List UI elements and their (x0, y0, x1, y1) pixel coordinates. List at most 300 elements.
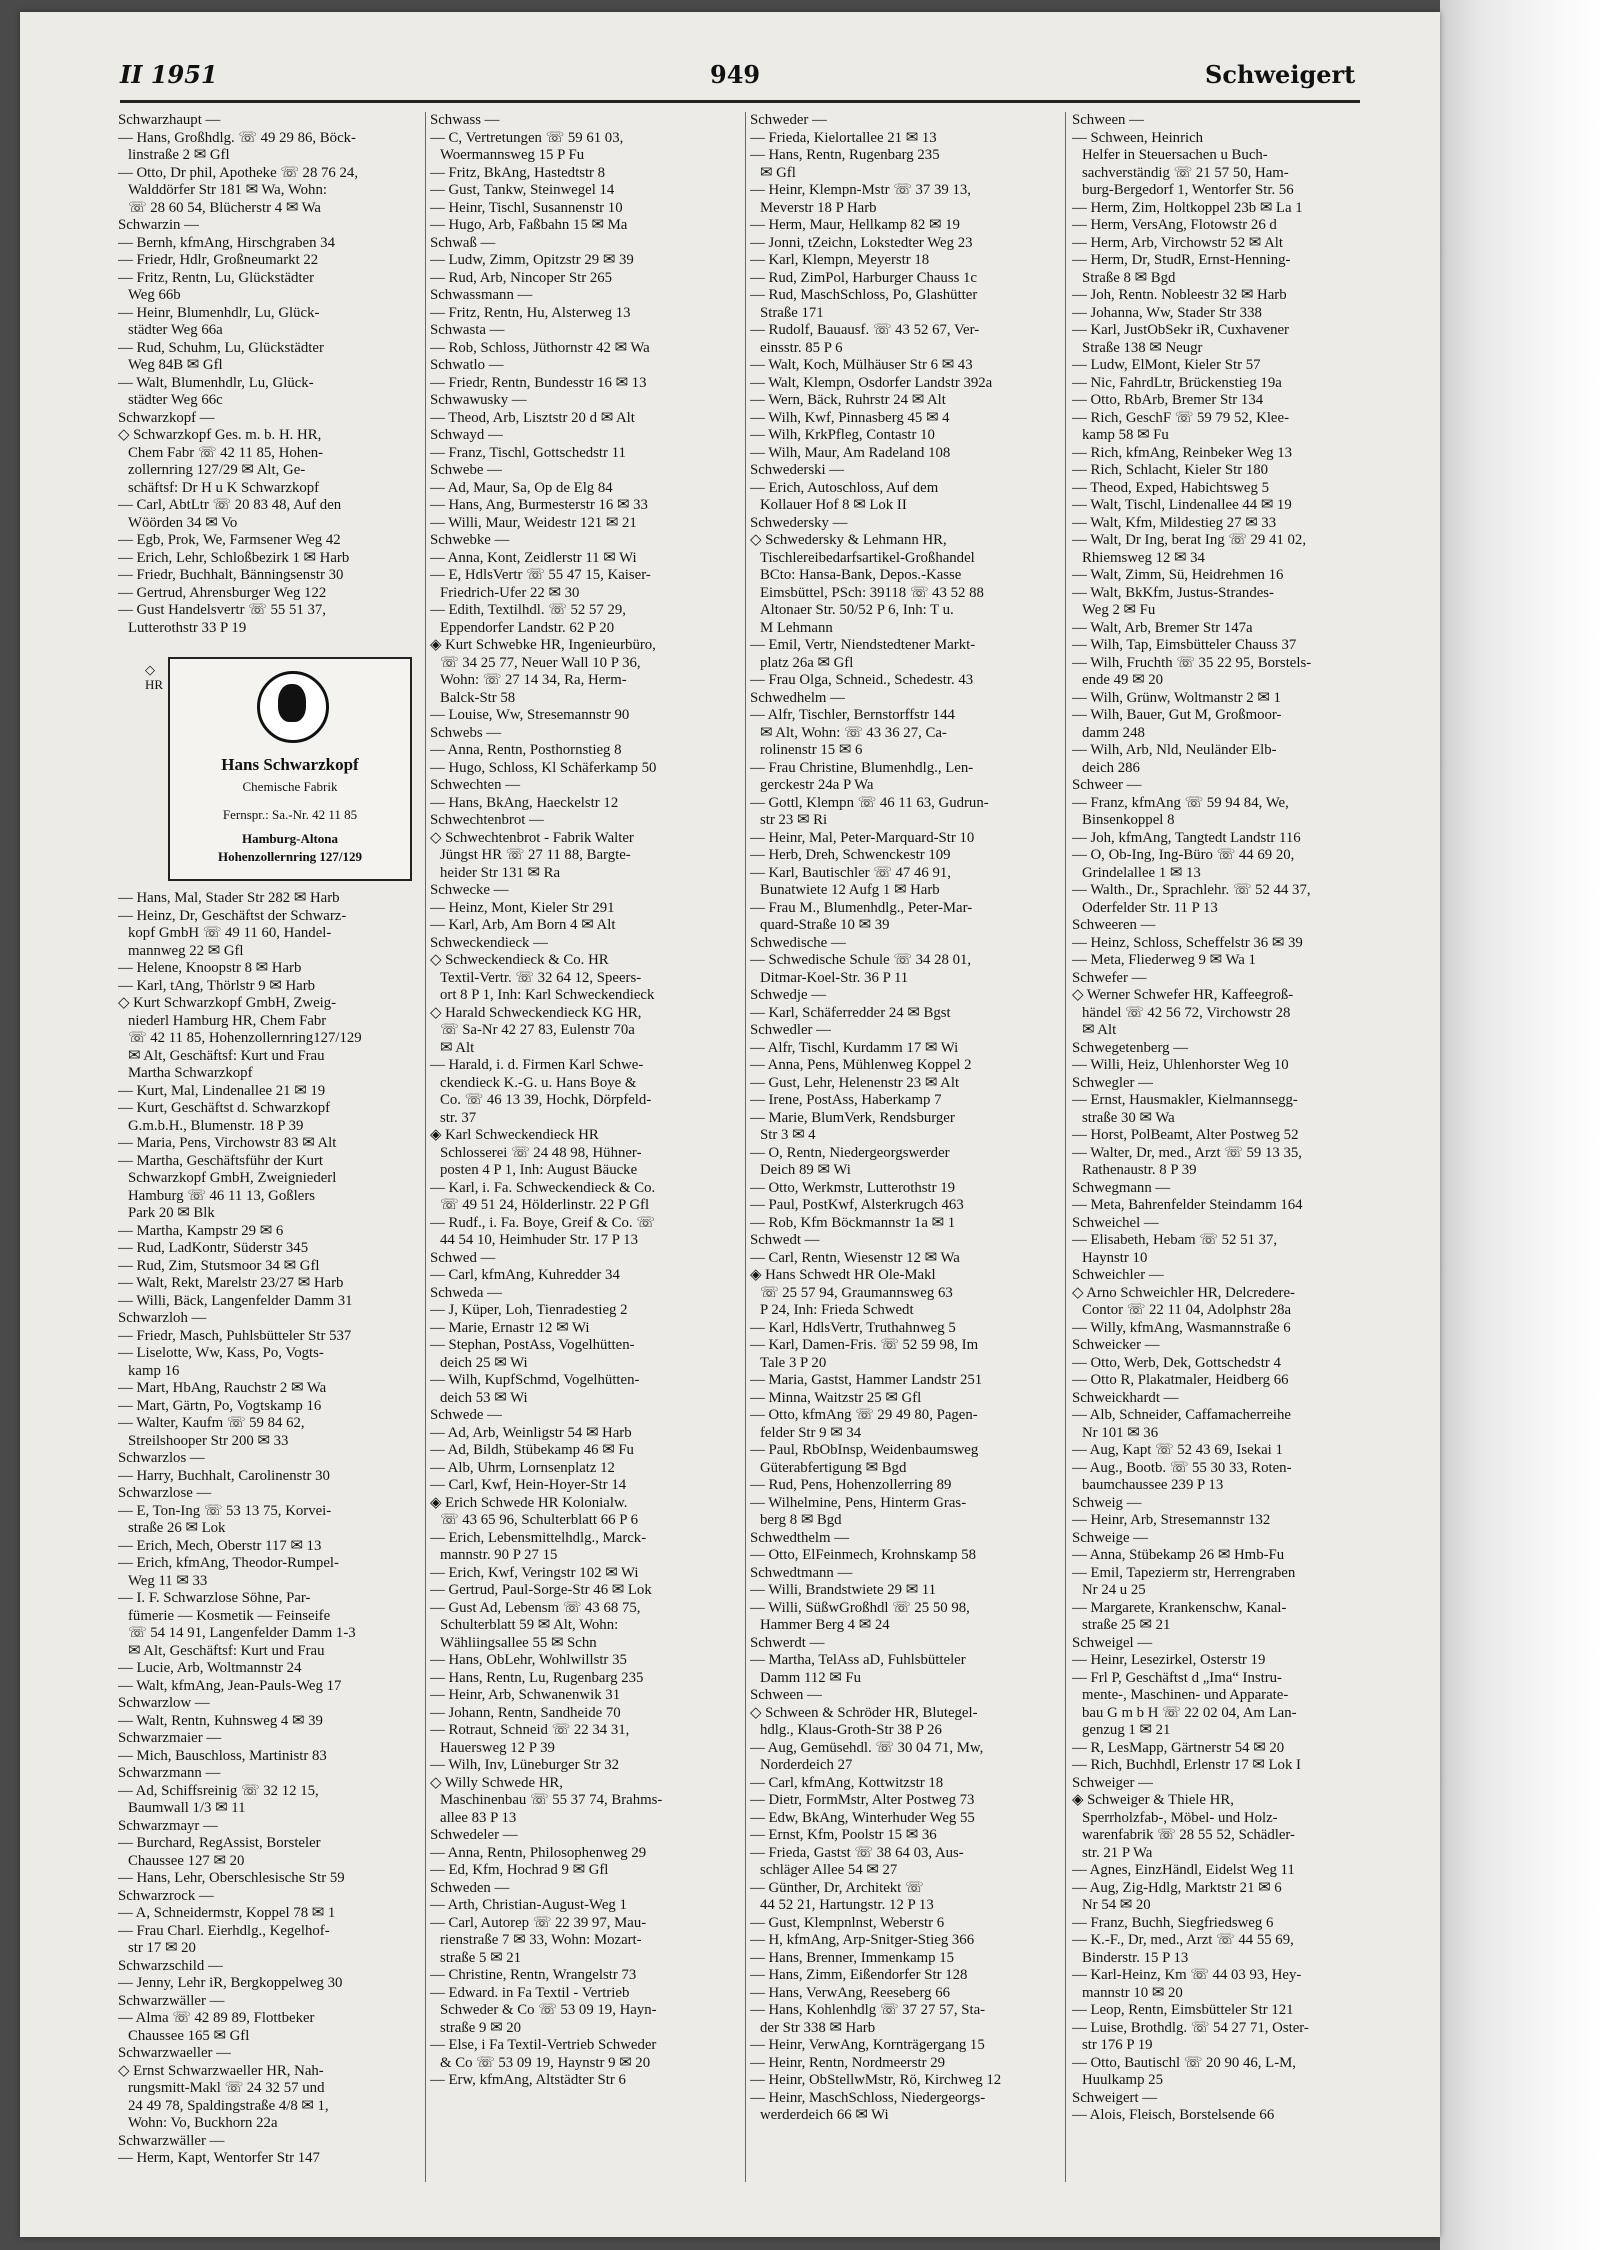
advertisement-box (168, 657, 412, 881)
directory-line: händel ☏ 42 56 72, Virchowstr 28 (1082, 1004, 1291, 1021)
directory-line: — Rud, Zim, Stutsmoor 34 ✉ Gfl (118, 1257, 320, 1274)
directory-line: — Kurt, Geschäftst d. Schwarzkopf (118, 1100, 331, 1116)
directory-line: — Harry, Buchhalt, Carolinenstr 30 (118, 1467, 330, 1484)
ad-city: Hamburg-Altona (241, 831, 339, 846)
directory-line: Hauersweg 12 P 39 (440, 1739, 555, 1756)
directory-line: — E, Ton-Ing ☏ 53 13 75, Korvei- (118, 1502, 332, 1519)
directory-line: mente-, Maschinen- und Apparate- (1082, 1687, 1289, 1703)
directory-line: Altonaer Str. 50/52 P 6, Inh: T u. (760, 602, 954, 618)
directory-line: ◇ Ernst Schwarzwaeller HR, Nah- (118, 2062, 324, 2079)
directory-line: — Carl, kfmAng, Kottwitzstr 18 (750, 1774, 944, 1791)
directory-line: — Walt, Dr Ing, berat Ing ☏ 29 41 02, (1072, 532, 1307, 548)
directory-line: rienstraße 7 ✉ 33, Wohn: Mozart- (440, 1932, 642, 1948)
directory-line: ◇ Schweckendieck & Co. HR (430, 952, 609, 968)
directory-line: Güterabfertigung ✉ Bgd (760, 1459, 907, 1476)
directory-line: — Willi, Bäck, Langenfelder Damm 31 (118, 1292, 353, 1309)
directory-line: str 23 ✉ Ri (760, 812, 828, 828)
directory-line: — Gust Handelsvertr ☏ 55 51 37, (118, 602, 326, 618)
directory-line: ☏ 28 60 54, Blücherstr 4 ✉ Wa (128, 199, 322, 216)
directory-line: Schwedeler — (430, 1827, 518, 1843)
directory-line: — Gertrud, Ahrensburger Weg 122 (118, 584, 327, 601)
column-2 (430, 112, 730, 2192)
directory-line: Hamburg ☏ 46 11 13, Goßlers (128, 1187, 316, 1204)
directory-line: Schwassmann — (430, 287, 533, 303)
directory-line: Schwedje — (750, 987, 827, 1003)
directory-line: ◇ Werner Schwefer HR, Kaffeegroß- (1072, 987, 1294, 1003)
directory-line: Schwedt — (750, 1232, 820, 1248)
directory-line: Schweicker — (1072, 1337, 1160, 1353)
directory-line: Weg 2 ✉ Fu (1082, 602, 1156, 618)
directory-line: — Frau Charl. Eierhdlg., Kegelhof- (118, 1922, 330, 1939)
directory-line: felder Str 9 ✉ 34 (760, 1424, 862, 1441)
directory-line: & Co ☏ 53 09 19, Haynstr 9 ✉ 20 (440, 2054, 651, 2071)
directory-line: — Heinr, ObStellwMstr, Rö, Kirchweg 12 (750, 2072, 1002, 2088)
directory-line: — Herm, Kapt, Wentorfer Str 147 (118, 2150, 320, 2166)
directory-line: ✉ Alt, Geschäftsf: Kurt und Frau (128, 1642, 325, 1659)
directory-line: Eppendorfer Landstr. 62 P 20 (440, 619, 615, 636)
directory-line: Schwarzlose — (118, 1485, 212, 1501)
directory-line: Schwarzin — (118, 217, 199, 233)
directory-line: — Rud, MaschSchloss, Po, Glashütter (750, 287, 978, 303)
directory-line: — Rud, LadKontr, Süderstr 345 (118, 1240, 309, 1256)
directory-line: werderdeich 66 ✉ Wi (760, 2107, 889, 2123)
directory-line: Rathenaustr. 8 P 39 (1082, 1162, 1197, 1178)
directory-line: — Theod, Arb, Lisztstr 20 d ✉ Alt (430, 409, 635, 426)
directory-line: — Ernst, Hausmakler, Kielmannsegg- (1072, 1092, 1298, 1108)
column-divider (745, 112, 746, 2182)
directory-line: 24 49 78, Spaldingstraße 4/8 ✉ 1, (128, 2097, 329, 2114)
directory-line: Schwecke — (430, 882, 509, 898)
directory-line: — Otto, Bautischl ☏ 20 90 46, L-M, (1072, 2054, 1297, 2071)
directory-line: — Karl, JustObSekr iR, Cuxhavener (1072, 322, 1289, 338)
directory-line: — Franz, kfmAng ☏ 59 94 84, We, (1072, 794, 1289, 811)
directory-line: ort 8 P 1, Inh: Karl Schweckendieck (440, 987, 655, 1003)
directory-line: — Hugo, Arb, Faßbahn 15 ✉ Ma (430, 217, 628, 233)
directory-line: — Leop, Rentn, Eimsbütteler Str 121 (1072, 2002, 1294, 2018)
directory-line: Schwayd — (430, 427, 503, 443)
directory-line: Schweda — (430, 1284, 502, 1301)
directory-line: — Otto, RbArb, Bremer Str 134 (1072, 392, 1264, 408)
directory-line: str. 21 P Wa (1082, 1844, 1153, 1861)
ad-mark-text: HR (145, 677, 164, 692)
directory-line: straße 30 ✉ Wa (1082, 1109, 1175, 1126)
directory-line: Schweckendieck — (430, 934, 548, 951)
directory-line: ✉ Alt (440, 1039, 475, 1056)
directory-line: — Herm, VersAng, Flotowstr 26 d (1072, 217, 1277, 233)
directory-line: quard-Straße 10 ✉ 39 (760, 917, 890, 933)
directory-line: — Margarete, Krankenschw, Kanal- (1072, 1599, 1287, 1616)
directory-line: — I. F. Schwarzlose Söhne, Par- (118, 1590, 311, 1606)
directory-line: Streilshooper Str 200 ✉ 33 (128, 1432, 289, 1449)
directory-line: Schweer — (1072, 777, 1142, 793)
directory-line: Straße 171 (760, 304, 824, 321)
directory-line: Chem Fabr ☏ 42 11 85, Hohen- (128, 444, 324, 461)
directory-line: ☏ 54 14 91, Langenfelder Damm 1-3 (128, 1625, 356, 1641)
directory-line: — Rud, Schuhm, Lu, Glückstädter (118, 339, 324, 356)
directory-line: — A, Schneidermstr, Koppel 78 ✉ 1 (118, 1905, 336, 1921)
directory-line: Grindelallee 1 ✉ 13 (1082, 864, 1201, 881)
directory-line: ✉ Alt (1082, 1022, 1117, 1038)
directory-line: deich 53 ✉ Wi (440, 1389, 528, 1406)
directory-line: — Karl, tAng, Thörlstr 9 ✉ Harb (118, 977, 316, 994)
directory-line: — Wilh, Maur, Am Radeland 108 (750, 444, 951, 461)
directory-line: heider Str 131 ✉ Ra (440, 864, 561, 881)
directory-line: — Karl, Arb, Am Born 4 ✉ Alt (430, 917, 616, 933)
directory-line: — Jonni, tZeichn, Lokstedter Weg 23 (750, 234, 973, 251)
directory-line: — Hugo, Schloss, Kl Schäferkamp 50 (430, 759, 657, 776)
directory-line: Schweeren — (1072, 917, 1156, 933)
directory-line: — Walter, Kaufm ☏ 59 84 62, (118, 1415, 305, 1431)
directory-line: — Alma ☏ 42 89 89, Flottbeker (118, 2010, 315, 2026)
directory-line: Ditmar-Koel-Str. 36 P 11 (760, 969, 909, 986)
directory-line: ☏ 34 25 77, Neuer Wall 10 P 36, (440, 654, 641, 671)
directory-line: — Heinr, Klempn-Mstr ☏ 37 39 13, (750, 182, 971, 198)
directory-line: Schwaß — (430, 234, 496, 251)
directory-line: M Lehmann (760, 619, 833, 636)
directory-line: Schwechten — (430, 777, 520, 793)
directory-line: — Gust Ad, Lebensm ☏ 43 68 75, (430, 1599, 641, 1616)
directory-line: — Wilh, Arb, Nld, Neuländer Elb- (1072, 742, 1277, 758)
directory-line: — Herm, Dr, StudR, Ernst-Henning- (1072, 252, 1291, 268)
directory-line: Textil-Vertr. ☏ 32 64 12, Speers- (440, 969, 642, 986)
directory-line: — J, Küper, Loh, Tienradestieg 2 (430, 1302, 628, 1318)
directory-line: — Ed, Kfm, Hochrad 9 ✉ Gfl (430, 1862, 609, 1878)
directory-line: burg-Bergedorf 1, Wentorfer Str. 56 (1082, 182, 1294, 198)
directory-line: Baumwall 1/3 ✉ 11 (128, 1800, 246, 1816)
directory-line: — Heinz, Schloss, Scheffelstr 36 ✉ 39 (1072, 934, 1303, 951)
directory-line: hdlg., Klaus-Groth-Str 38 P 26 (760, 1722, 942, 1738)
directory-line: — Agnes, EinzHändl, Eidelst Weg 11 (1072, 1862, 1295, 1878)
directory-line: — Alb, Schneider, Caffamacherreihe (1072, 1407, 1291, 1423)
directory-line: mannstr 10 ✉ 20 (1082, 1984, 1183, 2001)
directory-line: — Hans, BkAng, Haeckelstr 12 (430, 794, 619, 811)
directory-line: Schweickhardt — (1072, 1389, 1179, 1406)
directory-line: Schwarzmann — (118, 1765, 221, 1781)
directory-line: — Otto, ElFeinmech, Krohnskamp 58 (750, 1547, 977, 1563)
directory-line: — Heinr, VerwAng, Kornträgergang 15 (750, 2037, 985, 2053)
directory-line: — C, Vertretungen ☏ 59 61 03, (430, 129, 624, 146)
directory-line: — H, kfmAng, Arp-Snitger-Stieg 366 (750, 1932, 975, 1948)
directory-line: — Wilh, Grünw, Woltmanstr 2 ✉ 1 (1072, 689, 1281, 706)
directory-line: — Rud, ZimPol, Harburger Chauss 1c (750, 269, 978, 286)
directory-line: — Gust, Klempnlnst, Weberstr 6 (750, 1914, 945, 1931)
directory-line: Schweichler — (1072, 1267, 1164, 1283)
directory-line: ◇ Schwedersky & Lehmann HR, (750, 532, 947, 548)
directory-line: — Schwedische Schule ☏ 34 28 01, (750, 952, 972, 968)
directory-line: Schwebs — (430, 724, 502, 741)
directory-line: — Alfr, Tischler, Bernstorffstr 144 (750, 707, 955, 723)
directory-line: — Karl, i. Fa. Schweckendieck & Co. (430, 1179, 656, 1196)
directory-line: Tischlereibedarfsartikel-Großhandel (760, 549, 975, 566)
directory-line: ✉ Gfl (760, 164, 796, 181)
directory-line: — Herm, Arb, Virchowstr 52 ✉ Alt (1072, 234, 1283, 251)
directory-line: P 24, Inh: Frieda Schwedt (760, 1302, 914, 1318)
directory-line: Schweig — (1072, 1494, 1142, 1511)
directory-line: str 176 P 19 (1082, 2037, 1153, 2053)
directory-line: Schwedtmann — (750, 1564, 853, 1581)
directory-line: — Karl-Heinz, Km ☏ 44 03 93, Hey- (1072, 1967, 1302, 1983)
directory-line: — Hans, Brenner, Immenkamp 15 (750, 1949, 955, 1966)
directory-line: Eimsbüttel, PSch: 39118 ☏ 43 52 88 (760, 584, 984, 601)
directory-line: — Egb, Prok, We, Farmsener Weg 42 (118, 532, 341, 548)
directory-line: — Alois, Fleisch, Borstelsende 66 (1072, 2107, 1275, 2123)
directory-line: Kollauer Hof 8 ✉ Lok II (760, 497, 907, 513)
directory-line: ✉ Alt, Wohn: ☏ 43 36 27, Ca- (760, 724, 947, 741)
directory-line: — Ad, Arb, Weinligstr 54 ✉ Harb (430, 1424, 632, 1441)
column-1-bottom (118, 890, 418, 2180)
directory-line: ende 49 ✉ 20 (1082, 672, 1164, 688)
directory-line: — Aug, Gemüsehdl. ☏ 30 04 71, Mw, (750, 1739, 984, 1756)
directory-line: Schwarzwäller — (118, 2132, 225, 2149)
directory-line: — Otto, Dr phil, Apotheke ☏ 28 76 24, (118, 164, 359, 181)
directory-line: — Karl, Damen-Fris. ☏ 52 59 98, Im (750, 1337, 979, 1353)
directory-line: schäftsf: Dr H u K Schwarzkopf (128, 479, 320, 496)
directory-line: — Rich, GeschF ☏ 59 79 52, Klee- (1072, 409, 1289, 426)
directory-line: allee 83 P 13 (440, 1809, 517, 1826)
directory-line: — Anna, Rentn, Posthornstieg 8 (430, 742, 622, 758)
column-1-top (118, 112, 418, 652)
directory-line: — Stephan, PostAss, Vogelhütten- (430, 1337, 635, 1353)
directory-line: Schwegler — (1072, 1074, 1153, 1091)
page-number: 949 (710, 60, 761, 89)
directory-line: — Ludw, ElMont, Kieler Str 57 (1072, 357, 1261, 373)
ad-mark-symbol: ◇ (145, 662, 155, 677)
directory-line: — Anna, Stübekamp 26 ✉ Hmb-Fu (1072, 1547, 1285, 1563)
directory-line: str 17 ✉ 20 (128, 1940, 196, 1956)
directory-line: Schwarzwaeller — (118, 2045, 231, 2061)
directory-line: — Aug, Zig-Hdlg, Marktstr 21 ✉ 6 (1072, 1879, 1282, 1896)
directory-line: str. 37 (440, 1109, 477, 1126)
directory-line: Straße 8 ✉ Bgd (1082, 269, 1176, 286)
directory-line: 44 54 10, Heimhuder Str. 17 P 13 (440, 1232, 638, 1248)
directory-line: — Helene, Knoopstr 8 ✉ Harb (118, 960, 302, 976)
directory-line: — Carl, Rentn, Wiesenstr 12 ✉ Wa (750, 1249, 960, 1266)
directory-line: — Walt, Arb, Bremer Str 147a (1072, 619, 1253, 636)
directory-line: — Christine, Rentn, Wrangelstr 73 (430, 1967, 637, 1983)
directory-line: — Gertrud, Paul-Sorge-Str 46 ✉ Lok (430, 1582, 652, 1598)
directory-line: — K.-F., Dr, med., Arzt ☏ 44 55 69, (1072, 1932, 1294, 1948)
directory-line: Schwarzrock — (118, 1887, 214, 1904)
directory-line: — Rotraut, Schneid ☏ 22 34 31, (430, 1722, 630, 1738)
directory-line: — Fritz, BkAng, Hastedtstr 8 (430, 164, 606, 181)
directory-line: linstraße 2 ✉ Gfl (128, 147, 230, 163)
directory-line: Wohn: ☏ 27 14 34, Ra, Herm- (440, 672, 627, 688)
directory-line: ✉ Alt, Geschäftsf: Kurt und Frau (128, 1047, 325, 1064)
directory-line: — Erich, kfmAng, Theodor-Rumpel- (118, 1555, 339, 1571)
directory-line: deich 286 (1082, 759, 1140, 776)
directory-line: Schwarzmaier — (118, 1730, 222, 1746)
directory-line: — Walt, Rentn, Kuhnsweg 4 ✉ 39 (118, 1712, 323, 1729)
directory-line: ◇ Arno Schweichler HR, Delcredere- (1072, 1284, 1295, 1301)
directory-line: Schwegetenberg — (1072, 1039, 1189, 1056)
directory-line: Jüngst HR ☏ 27 11 88, Bargte- (440, 847, 631, 863)
directory-line: — Hans, Rentn, Lu, Rugenbarg 235 (430, 1669, 644, 1686)
directory-line: Nr 101 ✉ 36 (1082, 1424, 1159, 1441)
directory-line: — Erw, kfmAng, Altstädter Str 6 (430, 2072, 626, 2088)
directory-line: Huulkamp 25 (1082, 2072, 1163, 2088)
directory-line: — Heinr, Mal, Peter-Marquard-Str 10 (750, 829, 975, 846)
directory-line: Walddörfer Str 181 ✉ Wa, Wohn: (128, 182, 327, 198)
directory-line: — Ernst, Kfm, Poolstr 15 ✉ 36 (750, 1827, 937, 1843)
directory-line: Schwegmann — (1072, 1179, 1171, 1196)
directory-line: zollernring 127/29 ✉ Alt, Ge- (128, 462, 306, 478)
directory-line: — Wern, Bäck, Ruhrstr 24 ✉ Alt (750, 392, 946, 408)
ad-mark (145, 662, 163, 692)
directory-line: — Jenny, Lehr iR, Bergkoppelweg 30 (118, 1975, 343, 1991)
directory-line: — Wilh, Fruchth ☏ 35 22 95, Borstels- (1072, 654, 1312, 671)
directory-line: Schweiger — (1072, 1774, 1153, 1791)
directory-line: ◇ Schween & Schröder HR, Blutegel- (750, 1704, 978, 1721)
directory-line: — Bernh, kfmAng, Hirschgraben 34 (118, 234, 335, 251)
directory-line: Balck-Str 58 (440, 689, 516, 706)
directory-line: — Anna, Pens, Mühlenweg Koppel 2 (750, 1057, 972, 1073)
directory-line: — Edward. in Fa Textil - Vertrieb (430, 1984, 630, 2001)
directory-line: — Paul, PostKwf, Alsterkrugch 463 (750, 1197, 964, 1213)
column-3 (750, 112, 1050, 2192)
directory-line: — Hans, Kohlenhdlg ☏ 37 27 57, Sta- (750, 2002, 986, 2018)
directory-line: BCto: Hansa-Bank, Depos.-Kasse (760, 567, 962, 583)
directory-line: Schwechtenbrot — (430, 812, 544, 828)
volume-year: II 1951 (120, 60, 218, 89)
directory-line: Chaussee 165 ✉ Gfl (128, 2027, 250, 2044)
directory-line: Schwarzlos — (118, 1450, 205, 1466)
directory-line: — Rich, Buchhdl, Erlenstr 17 ✉ Lok I (1072, 1757, 1301, 1773)
directory-line: Schwedhelm — (750, 689, 845, 706)
directory-line: — Hans, VerwAng, Reeseberg 66 (750, 1984, 950, 2001)
directory-line: — Erich, Lebensmittelhdlg., Marck- (430, 1529, 647, 1546)
directory-line: — Walter, Dr, med., Arzt ☏ 59 13 35, (1072, 1144, 1302, 1161)
profile-logo-icon (257, 671, 329, 743)
directory-line: ☏ 49 51 24, Hölderlinstr. 22 P Gfl (440, 1197, 650, 1213)
directory-line: ◈ Hans Schwedt HR Ole-Makl (750, 1267, 936, 1283)
directory-line: Friedrich-Ufer 22 ✉ 30 (440, 584, 580, 601)
directory-line: — Carl, AbtLtr ☏ 20 83 48, Auf den (118, 497, 342, 513)
directory-line: — Arth, Christian-August-Weg 1 (430, 1897, 627, 1913)
directory-line: — Aug., Bootb. ☏ 55 30 33, Roten- (1072, 1459, 1292, 1476)
directory-line: — Alb, Uhrm, Lornsenplatz 12 (430, 1459, 615, 1476)
directory-line: Schween — (750, 1687, 822, 1703)
directory-line: — Wilh, Inv, Lüneburger Str 32 (430, 1757, 619, 1773)
directory-line: — Wilh, Bauer, Gut M, Großmoor- (1072, 707, 1282, 723)
directory-line: — Ad, Bildh, Stübekamp 46 ✉ Fu (430, 1442, 634, 1458)
directory-line: — Rob, Kfm Böckmannstr 1a ✉ 1 (750, 1214, 956, 1231)
directory-line: — Ad, Maur, Sa, Op de Elg 84 (430, 479, 613, 496)
directory-line: — Edith, Textilhdl. ☏ 52 57 29, (430, 602, 626, 618)
directory-line: Oderfelder Str. 11 P 13 (1082, 899, 1218, 916)
directory-line: kopf GmbH ☏ 49 11 60, Handel- (128, 925, 332, 941)
directory-line: ◇ Schwarzkopf Ges. m. b. H. HR, (118, 427, 322, 443)
directory-line: — Walt, BkKfm, Justus-Strandes- (1072, 584, 1274, 601)
directory-line: — Otto R, Plakatmaler, Heidberg 66 (1072, 1372, 1289, 1388)
directory-line: Park 20 ✉ Blk (128, 1205, 215, 1221)
directory-line: Hammer Berg 4 ✉ 24 (760, 1617, 890, 1633)
directory-line: der Str 338 ✉ Harb (760, 2019, 876, 2036)
directory-line: Straße 138 ✉ Neugr (1082, 339, 1203, 356)
directory-line: Schwedthelm — (750, 1529, 850, 1546)
header-rule (120, 100, 1360, 103)
directory-line: Schwefer — (1072, 969, 1147, 986)
directory-line: — Fritz, Rentn, Lu, Glückstädter (118, 269, 315, 286)
directory-line: — Liselotte, Ww, Kass, Po, Vogts- (118, 1345, 324, 1361)
column-divider (425, 112, 426, 2182)
directory-line: Norderdeich 27 (760, 1757, 853, 1773)
directory-line: Binsenkoppel 8 (1082, 812, 1175, 828)
directory-line: — Frau Christine, Blumenhdlg., Len- (750, 759, 974, 776)
directory-line: Wohn: Vo, Buckhorn 22a (128, 2115, 278, 2131)
directory-line: — Minna, Waitzstr 25 ✉ Gfl (750, 1389, 922, 1406)
directory-line: — Gottl, Klempn ☏ 46 11 63, Gudrun- (750, 794, 989, 811)
directory-line: Schwede — (430, 1407, 502, 1423)
directory-line: damm 248 (1082, 724, 1145, 741)
directory-line: — Karl, Bautischler ☏ 47 46 91, (750, 864, 951, 881)
directory-line: Wähliingsallee 55 ✉ Schn (440, 1634, 597, 1651)
directory-line: Schweder & Co ☏ 53 09 19, Hayn- (440, 2002, 657, 2018)
directory-line: — R, LesMapp, Gärtnerstr 54 ✉ 20 (1072, 1739, 1285, 1756)
directory-line: — Walt, Klempn, Osdorfer Landstr 392a (750, 374, 993, 391)
directory-line: — Wilh, KupfSchmd, Vogelhütten- (430, 1372, 640, 1388)
directory-line: — Lucie, Arb, Woltmannstr 24 (118, 1660, 302, 1676)
directory-line: Weg 66b (128, 287, 181, 303)
directory-line: — Willi, SüßwGroßhdl ☏ 25 50 98, (750, 1599, 970, 1616)
directory-line: — Heinz, Dr, Geschäftst der Schwarz- (118, 907, 347, 924)
directory-line: — Walth., Dr., Sprachlehr. ☏ 52 44 37, (1072, 882, 1311, 898)
directory-line: — Willy, kfmAng, Wasmannstraße 6 (1072, 1319, 1291, 1336)
directory-line: Haynstr 10 (1082, 1249, 1148, 1266)
directory-line: — E, HdlsVertr ☏ 55 47 15, Kaiser- (430, 567, 651, 583)
directory-line: warenfabrik ☏ 28 55 52, Schädler- (1082, 1827, 1295, 1843)
directory-line: — Harald, i. d. Firmen Karl Schwe- (430, 1057, 644, 1073)
directory-line: — Friedr, Rentn, Bundesstr 16 ✉ 13 (430, 374, 647, 391)
directory-line: — Rud, Arb, Nincoper Str 265 (430, 269, 613, 286)
directory-line: straße 25 ✉ 21 (1082, 1617, 1171, 1633)
directory-line: — Anna, Kont, Zeidlerstr 11 ✉ Wi (430, 549, 637, 566)
directory-line: Schwass — (430, 112, 500, 128)
directory-line: — Else, i Fa Textil-Vertrieb Schweder (430, 2037, 657, 2053)
directory-line: rungsmitt-Makl ☏ 24 32 57 und (128, 2080, 325, 2096)
directory-line: ◈ Karl Schweckendieck HR (430, 1127, 599, 1143)
directory-line: — Horst, PolBeamt, Alter Postweg 52 (1072, 1127, 1299, 1143)
directory-line: — Ad, Schiffsreinig ☏ 32 12 15, (118, 1782, 319, 1799)
directory-line: ☏ Sa-Nr 42 27 83, Eulenstr 70a (440, 1022, 635, 1038)
directory-line: — Otto, kfmAng ☏ 29 49 80, Pagen- (750, 1407, 978, 1423)
directory-line: schläger Allee 54 ✉ 27 (760, 1862, 898, 1878)
directory-line: Schwarzwäller — (118, 1992, 225, 2009)
directory-line: — Hans, Zimm, Eißendorfer Str 128 (750, 1967, 968, 1983)
directory-line: — Wilh, KrkPfleg, Contastr 10 (750, 427, 935, 443)
directory-line: Martha Schwarzkopf (128, 1065, 253, 1081)
directory-line: — Dietr, FormMstr, Alter Postweg 73 (750, 1792, 975, 1808)
directory-line: — Herm, Maur, Hellkamp 82 ✉ 19 (750, 217, 960, 233)
directory-line: — Otto, Werb, Dek, Gottschedstr 4 (1072, 1354, 1281, 1371)
directory-line: — Erich, Autoschloss, Auf dem (750, 479, 939, 496)
directory-line: — Aug, Kapt ☏ 52 43 69, Isekai 1 (1072, 1442, 1283, 1458)
directory-line: — Emil, Tapezierm str, Herrengraben (1072, 1564, 1296, 1581)
directory-line: posten 4 P 1, Inh: August Bäucke (440, 1162, 638, 1178)
directory-line: — Otto, Werkmstr, Lutterothstr 19 (750, 1179, 956, 1196)
directory-line: Schulterblatt 59 ✉ Alt, Wohn: (440, 1617, 619, 1633)
directory-line: — Walt, Rekt, Marelstr 23/27 ✉ Harb (118, 1275, 344, 1291)
directory-line: — Burchard, RegAssist, Borsteler (118, 1835, 321, 1851)
directory-line: — Rudf., i. Fa. Boye, Greif & Co. ☏ (430, 1214, 655, 1231)
directory-line: — Karl, HdlsVertr, Truthahnweg 5 (750, 1319, 956, 1336)
directory-line: — Hans, Rentn, Rugenbarg 235 (750, 147, 940, 163)
directory-line: — Johanna, Ww, Stader Str 338 (1072, 304, 1262, 321)
directory-line: — Friedr, Hdlr, Großneumarkt 22 (118, 252, 319, 268)
directory-line: — Ludw, Zimm, Opitzstr 29 ✉ 39 (430, 252, 634, 268)
directory-line: Schwarzkopf GmbH, Zweigniederl (128, 1170, 337, 1186)
column-4 (1072, 112, 1372, 2192)
directory-line: — Fritz, Rentn, Hu, Alsterweg 13 (430, 304, 631, 321)
